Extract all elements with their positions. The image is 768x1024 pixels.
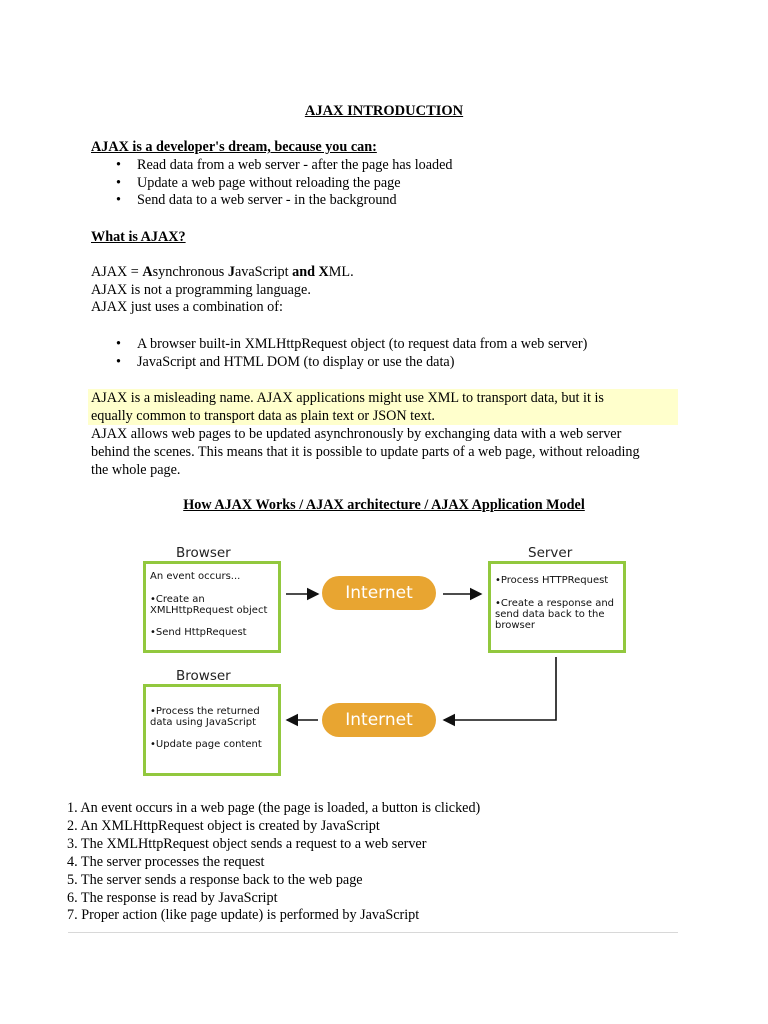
box-line: •Process the returned: [150, 706, 260, 717]
box-line: •Process HTTPRequest: [495, 575, 609, 586]
what-heading: What is AJAX?: [91, 229, 186, 245]
internet-pill-top: Internet: [322, 576, 436, 610]
box-line: •Create a response and: [495, 598, 615, 609]
list-item: 5. The server sends a response back to the web page: [67, 871, 363, 888]
bullet-icon: •: [116, 192, 121, 209]
browser-label-top: Browser: [176, 545, 231, 561]
bullet-icon: •: [116, 353, 121, 370]
ajax-combination: AJAX just uses a combination of:: [91, 299, 283, 315]
list-item: 2. An XMLHttpRequest object is created by JavaScript: [67, 817, 380, 834]
list-item: • A browser built-in XMLHttpRequest object (to request data from a web server): [116, 336, 588, 352]
paragraph-line: AJAX allows web pages to be updated asynchronously by exchanging data with a web server: [91, 426, 622, 442]
list-item: • Update a web page without reloading the page: [116, 174, 401, 191]
internet-pill-bottom: Internet: [322, 703, 436, 737]
list-item: 7. Proper action (like page update) is performed by JavaScript: [67, 907, 420, 924]
page-title: AJAX INTRODUCTION: [304, 103, 464, 119]
highlight-line: equally common to transport data as plain text or JSON text.: [91, 408, 435, 424]
server-label: Server: [528, 545, 573, 561]
box-line: browser: [495, 620, 536, 631]
bullet-icon: •: [116, 336, 121, 352]
box-line: •Create an: [150, 594, 205, 605]
ajax-not-language: AJAX is not a programming language.: [91, 282, 311, 298]
bullet-icon: •: [116, 157, 121, 173]
box-line: XMLHttpRequest object: [150, 605, 268, 616]
browser-label-bottom: Browser: [176, 668, 231, 684]
paragraph-line: behind the scenes. This means that it is possible to update parts of a web page, without reloading: [91, 444, 640, 460]
arrow-server-to-internet: [444, 657, 556, 720]
ajax-definition: AJAX = Asynchronous JavaScript and XML.: [91, 264, 354, 280]
list-item: 3. The XMLHttpRequest object sends a request to a web server: [67, 835, 427, 852]
list-item: • Send data to a web server - in the background: [116, 192, 397, 209]
list-item: 1. An event occurs in a web page (the page is loaded, a button is clicked): [67, 800, 481, 816]
box-line: An event occurs...: [150, 571, 241, 582]
box-line: send data back to the: [495, 609, 605, 620]
architecture-heading: How AJAX Works / AJAX architecture / AJAX Application Model: [183, 497, 585, 513]
intro-heading: AJAX is a developer's dream, because you can:: [91, 139, 377, 155]
divider: [68, 932, 678, 933]
highlight-line: AJAX is a misleading name. AJAX applications might use XML to transport data, but it is: [91, 390, 604, 406]
box-line: •Send HttpRequest: [150, 627, 247, 638]
list-item: • JavaScript and HTML DOM (to display or use the data): [116, 353, 455, 370]
box-line: data using JavaScript: [150, 717, 257, 728]
paragraph-line: the whole page.: [91, 462, 181, 478]
list-item: 4. The server processes the request: [67, 853, 265, 870]
box-line: •Update page content: [150, 739, 262, 750]
steps-list: [67, 800, 480, 925]
list-item: 6. The response is read by JavaScript: [67, 889, 278, 906]
bullet-icon: •: [116, 174, 121, 191]
list-item: • Read data from a web server - after the page has loaded: [116, 157, 453, 173]
